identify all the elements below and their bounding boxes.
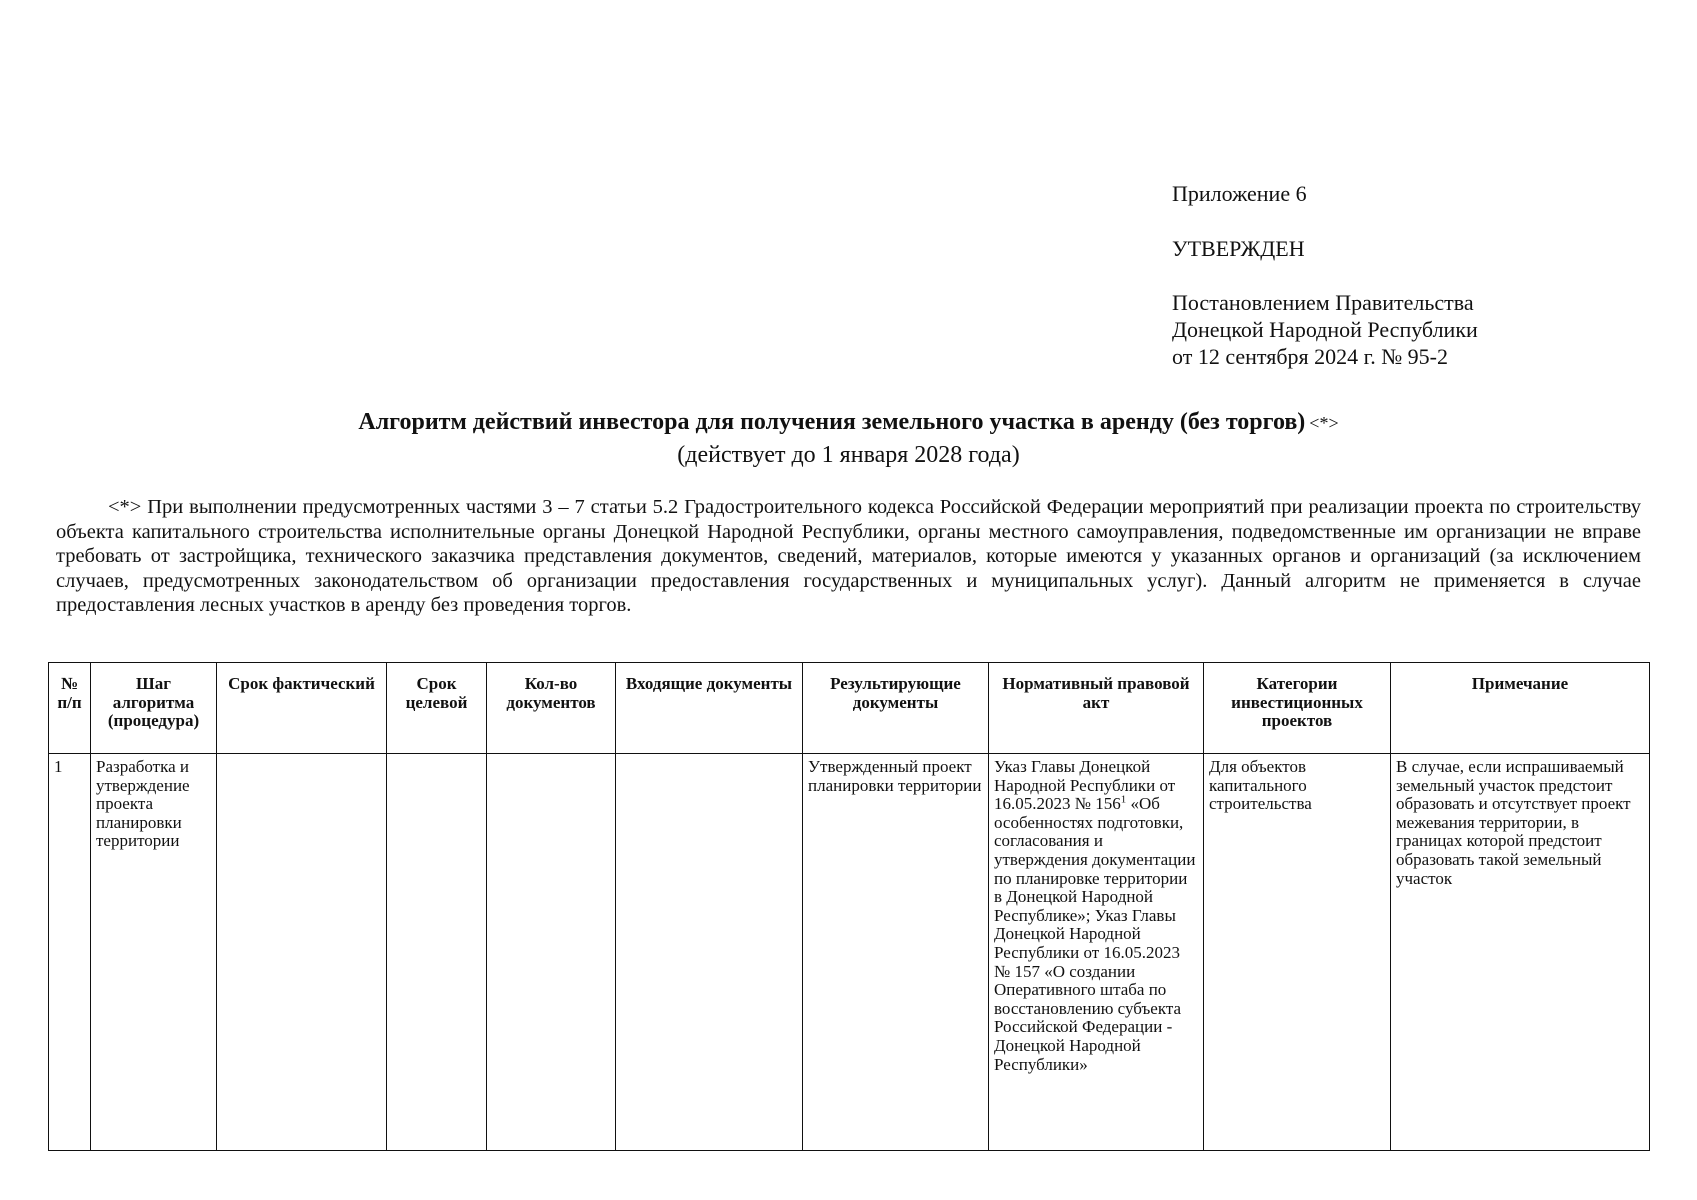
approval-line: от 12 сентября 2024 г. № 95-2 — [1172, 344, 1449, 369]
column-header-doc-count: Кол-во документов — [487, 663, 616, 754]
column-header-legal-act: Нормативный правовой акт — [989, 663, 1204, 754]
column-header-result-docs: Результирующие документы — [803, 663, 989, 754]
table-row — [49, 754, 1650, 1151]
column-header-step: Шаг алгоритма (процедура) — [91, 663, 217, 754]
cell-incoming-docs — [616, 754, 803, 1151]
column-header-actual-term: Срок фактический — [217, 663, 387, 754]
cell-doc-count — [487, 754, 616, 1151]
column-header-categories: Категории инвестиционных проектов — [1204, 663, 1391, 754]
cell-legal-act — [989, 754, 1204, 1151]
legal-act-text-1: Указ Главы Донецкой Народной Республики от 16.05.2023 № 156 — [994, 757, 1176, 814]
footnote-paragraph: <*> При выполнении предусмотренных частями 3 – 7 статьи 5.2 Градостроительного кодекса Российской Федерации мероприятий при реализации проекта по строительству объекта капитального строительства исполнительные органы Донецкой Народной Республики, органы местного самоуправления, подведомственные им организации не вправе требовать от застройщика, технического заказчика представления документов, сведений, материалов, которые имеются у указанных органов и организаций (за исключением случаев, предусмотренных законодательством об организации предоставления государственных и муниципальных услуг). Данный алгоритм не применяется в случае предоставления лесных участков в аренду без проведения торгов. — [56, 496, 1641, 617]
column-header-incoming-docs: Входящие документы — [616, 663, 803, 754]
column-header-note: Примечание — [1391, 663, 1650, 754]
approval-block — [1172, 180, 1478, 370]
legal-act-superscript: 1 — [1120, 793, 1127, 806]
column-header-number: № п/п — [49, 663, 91, 754]
approval-line: Донецкой Народной Республики — [1172, 317, 1478, 342]
cell-note: В случае, если испрашиваемый земельный участок предстоит образовать и отсутствует проект межевания территории, в границах которой предстоит образовать такой земельный участок — [1391, 754, 1650, 1151]
cell-categories: Для объектов капитального строительства — [1204, 754, 1391, 1151]
column-header-target-term: Срок целевой — [387, 663, 487, 754]
document-title — [0, 406, 1697, 471]
cell-number: 1 — [49, 754, 91, 1151]
cell-target-term — [387, 754, 487, 1151]
title-main: Алгоритм действий инвестора для получения земельного участка в аренду (без торгов) — [358, 409, 1306, 435]
appendix-label: Приложение 6 — [1172, 181, 1307, 206]
title-subtitle: (действует до 1 января 2028 года) — [677, 442, 1020, 468]
approved-label: УТВЕРЖДЕН — [1172, 236, 1305, 261]
cell-step: Разработка и утверждение проекта планировки территории — [91, 754, 217, 1151]
table-header-row — [49, 663, 1650, 754]
approval-line: Постановлением Правительства — [1172, 290, 1474, 315]
cell-result-docs: Утвержденный проект планировки территории — [803, 754, 989, 1151]
algorithm-table — [48, 662, 1650, 1151]
legal-act-text-2: «Об особенностях подготовки, согласования и утверждения документации по планировке территории в Донецкой Народной Республике»; Указ Главы Донецкой Народной Республики от 16.05.2023 № 157 «О создании Оперативного штаба по восстановлению субъекта Российской Федерации - Донецкой Народной Республики» — [994, 794, 1196, 1074]
cell-actual-term — [217, 754, 387, 1151]
title-footnote-mark: <*> — [1309, 413, 1339, 433]
